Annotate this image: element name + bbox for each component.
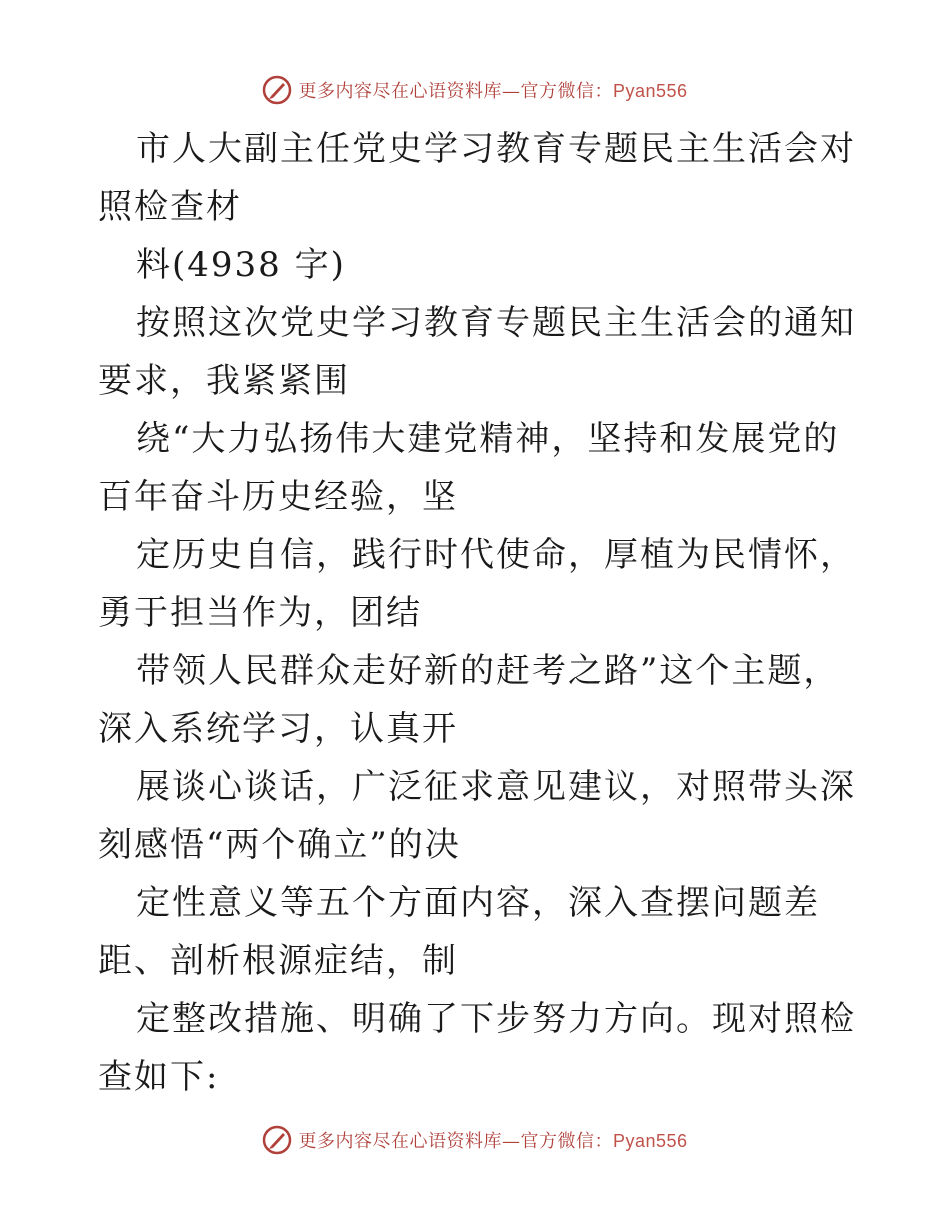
document-body [98, 120, 858, 1106]
paragraph-text: 绕“大力弘扬伟大建党精神，坚持和发展党的百年奋斗历史经验，坚 [98, 419, 840, 517]
paragraph-text: 定整改措施、明确了下步努力方向。现对照检查如下: [98, 999, 856, 1097]
paragraph-text: 定性意义等五个方面内容，深入查摆问题差距、剖析根源症结，制 [98, 883, 820, 981]
banner-main-text: 更多内容尽在心语资料库—官方微信： [298, 1131, 613, 1152]
paragraph-text: 展谈心谈话，广泛征求意见建议，对照带头深刻感悟“两个确立”的决 [98, 767, 856, 865]
quill-pen-logo-icon [262, 1125, 292, 1155]
banner-handle: Pyan556 [612, 1131, 688, 1151]
footer-banner [0, 1120, 950, 1160]
banner-handle: Pyan556 [612, 81, 688, 101]
header-banner [0, 70, 950, 110]
banner-text [298, 1127, 687, 1153]
banner-main-text: 更多内容尽在心语资料库—官方微信： [298, 81, 613, 102]
banner-text [298, 77, 687, 103]
paragraph-text: 定历史自信，践行时代使命，厚植为民情怀，勇于担当作为，团结 [98, 535, 856, 633]
paragraph-text: 带领人民群众走好新的赶考之路”这个主题，深入系统学习，认真开 [98, 651, 840, 749]
quill-pen-logo-icon [262, 75, 292, 105]
paragraph-title: 市人大副主任党史学习教育专题民主生活会对照检查材 [98, 129, 856, 227]
paragraph-wordcount: 料(4938 字) [136, 245, 346, 285]
paragraph-text: 按照这次党史学习教育专题民主生活会的通知要求，我紧紧围 [98, 303, 856, 401]
